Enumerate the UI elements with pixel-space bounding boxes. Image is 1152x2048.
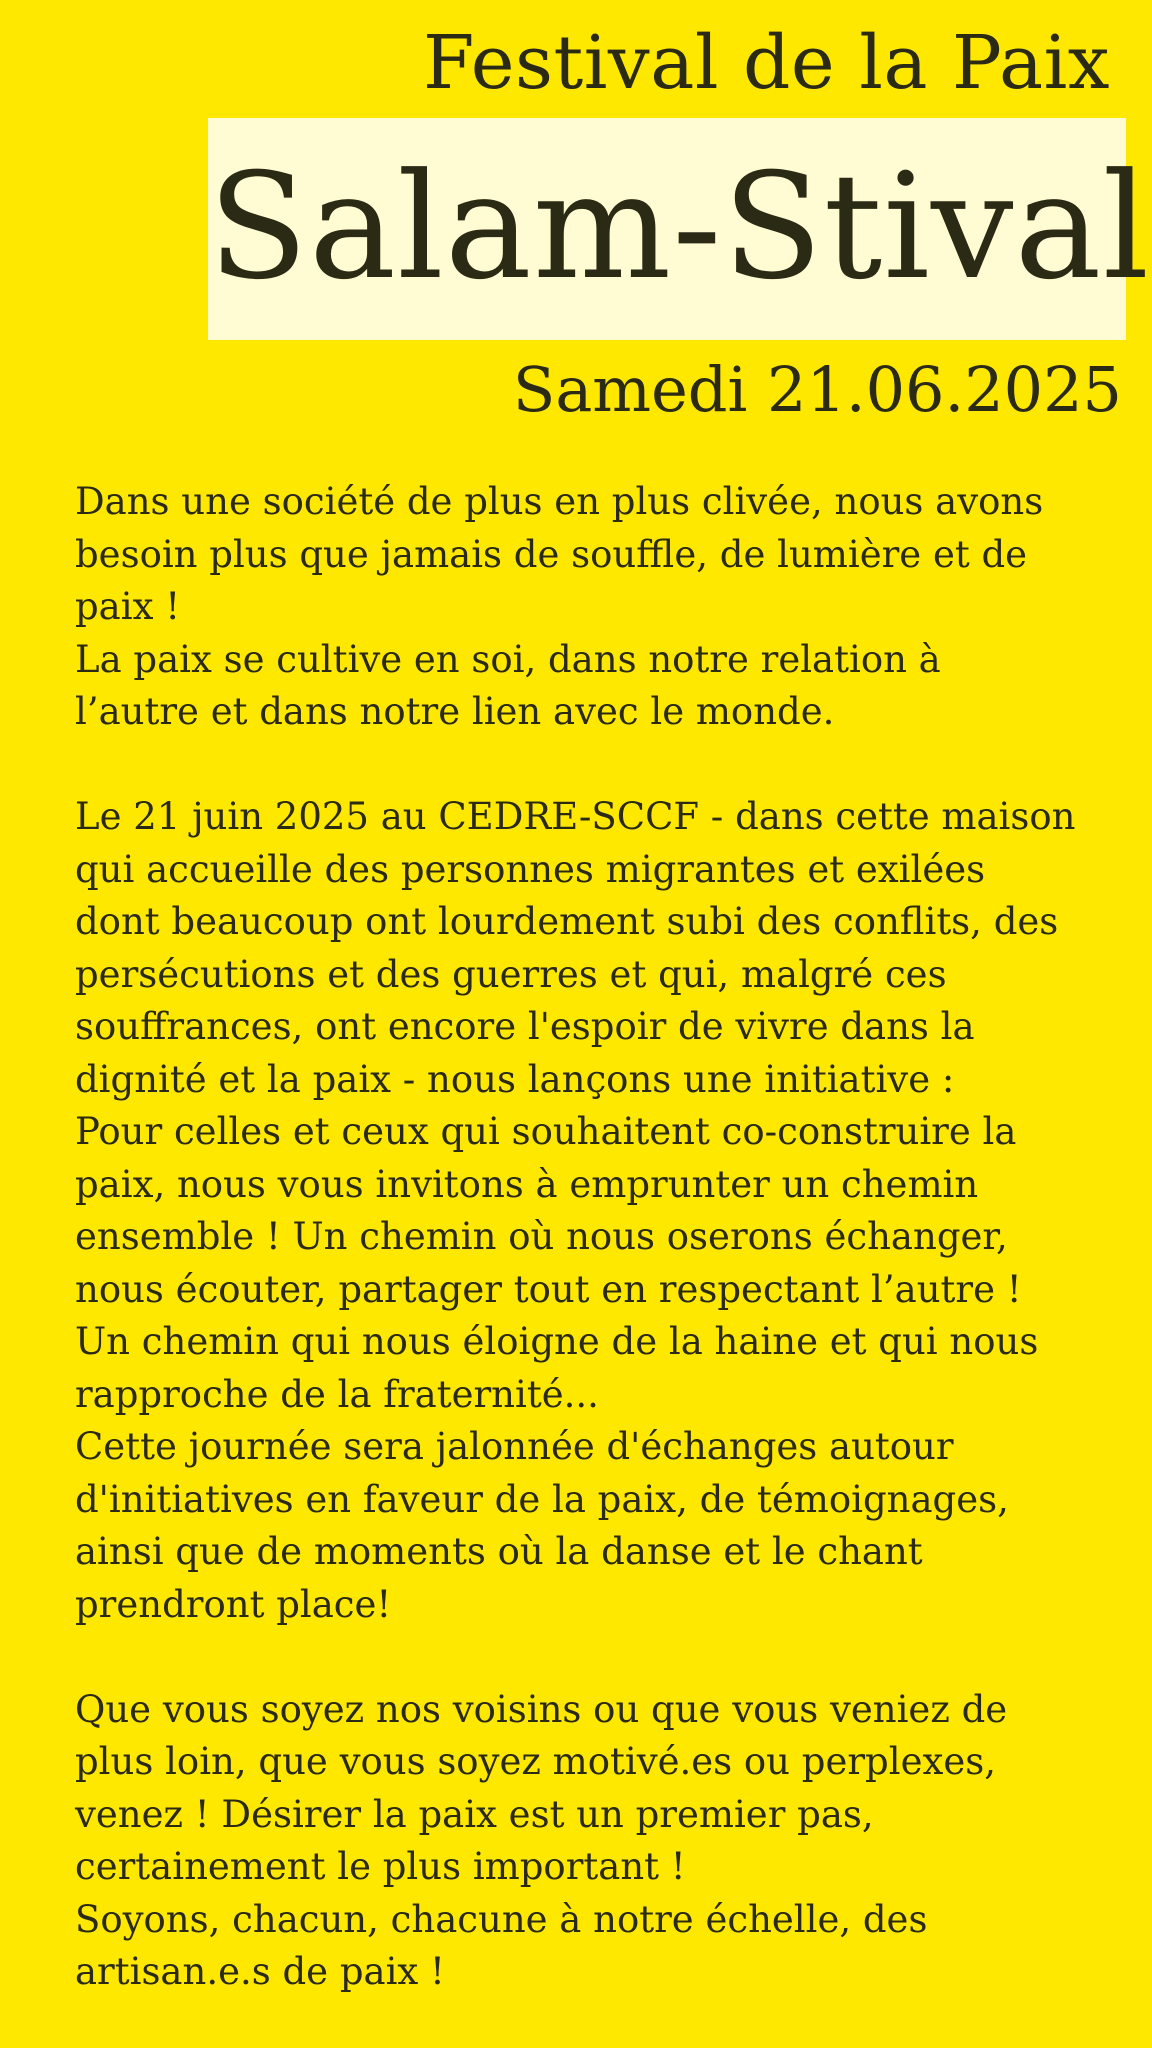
text-line: souffrances, ont encore l'espoir de vivre dans la <box>75 1005 975 1048</box>
text-line: Pour celles et ceux qui souhaitent co-construire la <box>75 1110 1017 1153</box>
text-line: Que vous soyez nos voisins ou que vous veniez de <box>75 1687 1008 1731</box>
paragraph-1 <box>75 476 1135 739</box>
text-line: certainement le plus important ! <box>75 1845 686 1888</box>
text-line: dont beaucoup ont lourdement subi des conflits, des <box>75 900 1059 943</box>
text-line: l’autre et dans notre lien avec le monde. <box>75 690 835 733</box>
text-line: plus loin, que vous soyez motivé.es ou perplexes, <box>75 1740 996 1783</box>
paragraph-gap <box>75 1631 1135 1684</box>
text-line: paix ! <box>75 585 181 628</box>
text-line: qui accueille des personnes migrantes et exilées <box>75 847 986 891</box>
text-line: d'initiatives en faveur de la paix, de témoignages, <box>75 1477 1009 1521</box>
text-line: Un chemin qui nous éloigne de la haine et qui nous <box>75 1320 1039 1363</box>
paragraph-2 <box>75 791 1135 1631</box>
text-line: rapproche de la fraternité... <box>75 1372 599 1416</box>
text-line: dignité et la paix - nous lançons une initiative : <box>75 1057 955 1101</box>
text-line: La paix se cultive en soi, dans notre relation à <box>75 637 941 681</box>
text-line: Cette journée sera jalonnée d'échanges autour <box>75 1425 954 1468</box>
text-line: Soyons, chacun, chacune à notre échelle, des <box>75 1897 928 1941</box>
text-line: prendront place! <box>75 1582 392 1626</box>
text-line: persécutions et des guerres et qui, malgré ces <box>75 952 947 996</box>
paragraph-3 <box>75 1684 1135 1999</box>
text-line: venez ! Désirer la paix est un premier pas, <box>75 1792 874 1836</box>
text-line: artisan.e.s de paix ! <box>75 1950 445 1993</box>
festival-subtitle: Festival de la Paix <box>422 20 1110 106</box>
title-banner <box>208 118 1151 340</box>
page-title: Salam-Stival <box>208 142 1151 312</box>
text-line: Le 21 juin 2025 au CEDRE-SCCF - dans cette maison <box>75 795 1076 838</box>
text-line: ainsi que de moments où la danse et le chant <box>75 1530 923 1573</box>
text-line: nous écouter, partager tout en respectant l’autre ! <box>75 1267 1022 1311</box>
event-date: Samedi 21.06.2025 <box>512 353 1122 426</box>
text-line: paix, nous vous invitons à emprunter un chemin <box>75 1162 979 1206</box>
body-text <box>75 476 1135 1999</box>
text-line: ensemble ! Un chemin où nous oserons échanger, <box>75 1215 1008 1258</box>
paragraph-gap <box>75 739 1135 792</box>
text-line: Dans une société de plus en plus clivée, nous avons <box>75 480 1044 523</box>
text-line: besoin plus que jamais de souffle, de lumière et de <box>75 532 1028 576</box>
